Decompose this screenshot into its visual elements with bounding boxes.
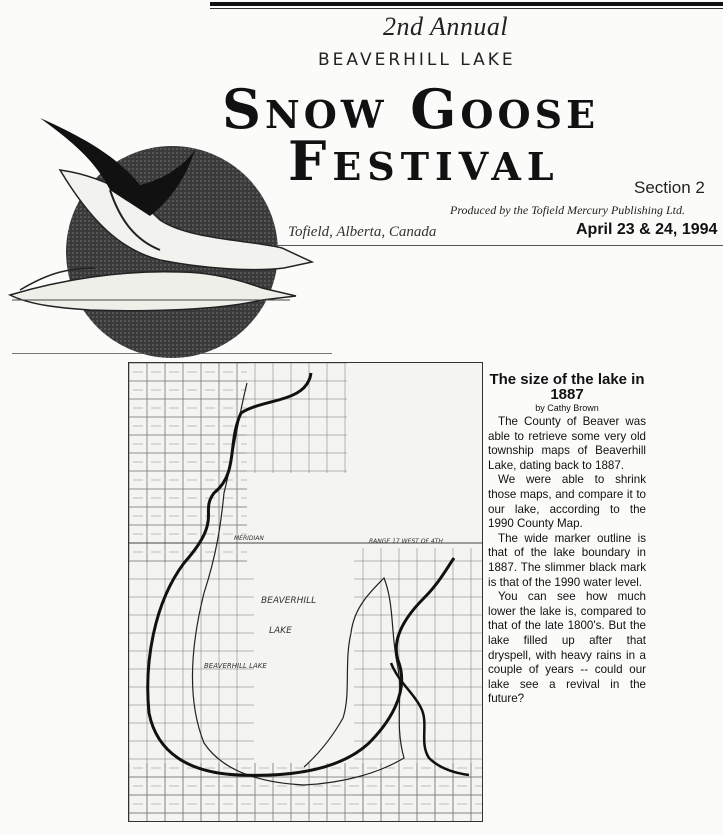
edition-label: 2nd Annual <box>383 12 509 41</box>
header-rule <box>270 245 723 246</box>
map-label-beaverhill-lake: BEAVERHILL LAKE <box>204 662 267 670</box>
section-label: Section 2 <box>634 178 705 197</box>
map-label-range: RANGE 17 WEST OF 4TH <box>369 538 443 545</box>
producer-credit: Produced by the Tofield Mercury Publishing Ltd. <box>450 203 685 217</box>
festival-title-line1: Snow Goose <box>222 77 600 141</box>
top-rule <box>210 2 723 6</box>
issue-date: April 23 & 24, 1994 <box>576 221 718 238</box>
map-label-meridian: MERIDIAN <box>234 535 264 542</box>
article-paragraph: The County of Beaver was able to retrieve some very old township maps of Beaverhill Lake, dating back to 1887. <box>488 415 646 472</box>
article-paragraph: You can see how much lower the lake is, compared to that of the late 1800's. But the lake filled up after that dryspell, with heavy rains in a couple of years -- could our lake see a revival in the future? <box>488 590 646 706</box>
map-label-beaverhill: BEAVERHILL <box>261 596 317 606</box>
map-svg <box>129 363 482 821</box>
lake-name: BEAVERHILL LAKE <box>318 50 516 70</box>
article-byline: by Cathy Brown <box>535 403 599 413</box>
map-label-lake: LAKE <box>269 626 292 636</box>
festival-title-line2: Festival <box>288 129 560 193</box>
location-label: Tofield, Alberta, Canada <box>288 224 437 240</box>
snow-goose-logo <box>0 100 330 360</box>
top-rule-thin <box>210 8 723 9</box>
township-grid-n <box>247 363 347 473</box>
township-map <box>128 362 483 822</box>
article-headline: The size of the lake in 1887 <box>489 371 645 403</box>
article-paragraph: We were able to shrink those maps, and compare it to our lake, according to the 1990 County Map. <box>488 473 646 531</box>
article-paragraph: The wide marker outline is that of the lake boundary in 1887. The slimmer black mark is that of the 1990 water level. <box>488 531 646 589</box>
article <box>488 372 646 707</box>
